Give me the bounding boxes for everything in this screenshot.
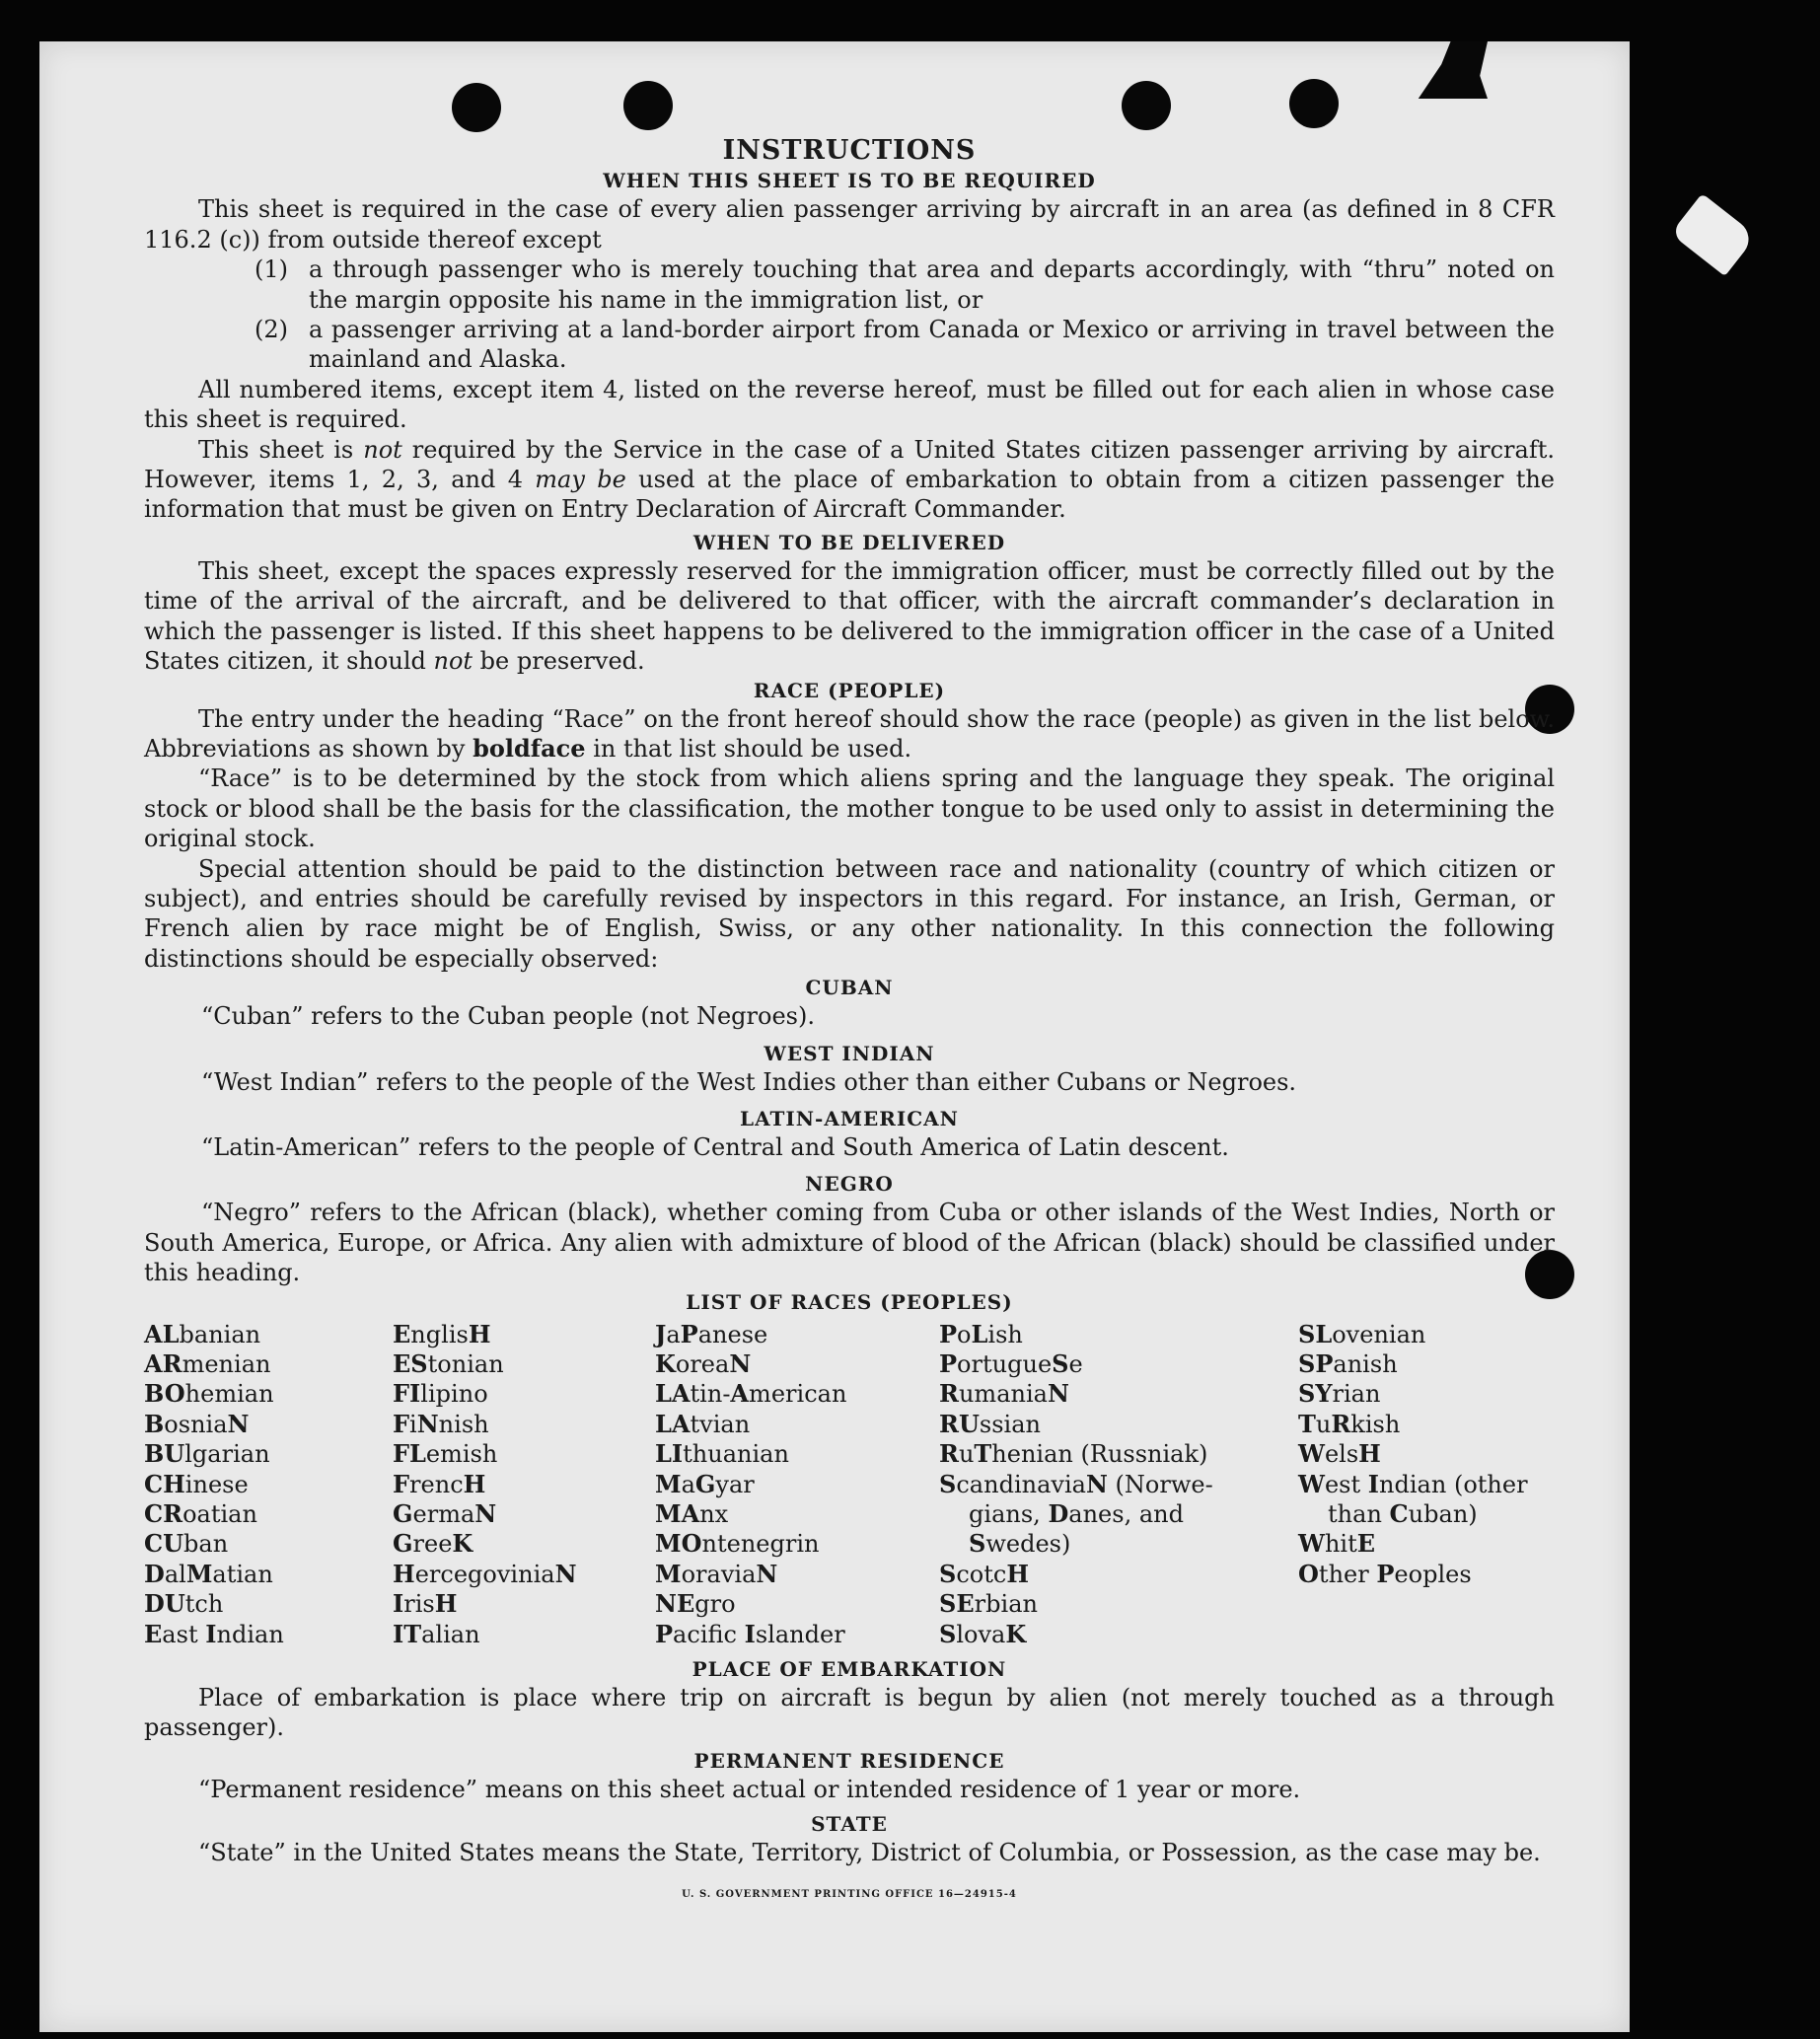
- race-entry: IrisH: [393, 1589, 458, 1619]
- paper-scrap: [1670, 193, 1756, 276]
- race-entry: SLovenian: [1298, 1319, 1426, 1348]
- race-entry: EStonian: [393, 1349, 504, 1378]
- heading-embarkation: PLACE OF EMBARKATION: [692, 1657, 1007, 1682]
- race-entry: RumaniaN: [939, 1379, 1069, 1409]
- race-entry: MaGyar: [655, 1469, 755, 1498]
- race-entry: GermaN: [393, 1499, 497, 1529]
- race-entry-continued: Swedes): [969, 1529, 1071, 1559]
- race-entry: BUlgarian: [144, 1439, 270, 1469]
- punch-hole-top-3: [1122, 81, 1171, 130]
- heading-state: STATE: [811, 1812, 888, 1837]
- heading-residence: PERMANENT RESIDENCE: [693, 1748, 1005, 1773]
- exception-item-2: [255, 315, 1555, 375]
- race-entry: ALbanian: [144, 1319, 261, 1348]
- race-entry: PoLish: [939, 1319, 1023, 1348]
- para-embarkation: Place of embarkation is place where trip on aircraft is begun by alien (not merely touched as a through passenger).: [144, 1684, 1555, 1742]
- para-negro: “Negro” refers to the African (black), whether coming from Cuba or other islands of the West Indies, North or South America, Europe, or Africa. Any alien with admixture of blood of the African (black) should be classified under this heading.: [144, 1199, 1555, 1287]
- race-entry: FrencH: [393, 1469, 486, 1498]
- exception-item-1: [255, 255, 1555, 315]
- punch-hole-top-1: [452, 83, 501, 132]
- punch-hole-top-4: [1289, 79, 1339, 128]
- race-entry: WhitE: [1298, 1529, 1376, 1559]
- race-entry: SYrian: [1298, 1379, 1381, 1409]
- heading-when-required: WHEN THIS SHEET IS TO BE REQUIRED: [603, 169, 1096, 193]
- race-entry: SPanish: [1298, 1349, 1398, 1378]
- race-entry: East Indian: [144, 1619, 284, 1648]
- race-entry: LAtvian: [655, 1409, 751, 1438]
- race-entry: DUtch: [144, 1589, 224, 1619]
- race-entry: West Indian (other: [1298, 1469, 1528, 1498]
- races-column-5: [1298, 1320, 1555, 1649]
- race-entry: MoraviaN: [655, 1559, 778, 1588]
- para-cuban: “Cuban” refers to the Cuban people (not Negroes).: [201, 1002, 815, 1031]
- race-entry-continued: than Cuban): [1328, 1499, 1478, 1529]
- para-race-3: Special attention should be paid to the distinction between race and nationality (country of which citizen or subject), and entries should be carefully revised by inspectors in this regard. For instance, an Irish, German, or French alien by race might be of English, Swiss, or any other nationality. In this connection the following distinctions should be especially observed:: [144, 854, 1555, 973]
- race-entry: SlovaK: [939, 1619, 1027, 1648]
- instructions-content: [144, 136, 1555, 1910]
- heading-west-indian: WEST INDIAN: [764, 1041, 935, 1065]
- race-entry: CHinese: [144, 1469, 249, 1498]
- race-entry: Pacifc Islander: [655, 1619, 845, 1648]
- race-entry: ScandinaviaN (Norwe-: [939, 1469, 1213, 1498]
- heading-list-of-races: LIST OF RACES (PEOPLES): [686, 1289, 1013, 1314]
- heading-negro: NEGRO: [805, 1172, 894, 1197]
- para-residence: “Permanent residence” means on this sheet actual or intended residence of 1 year or more.: [198, 1775, 1301, 1803]
- race-entry: BOhemian: [144, 1379, 274, 1409]
- race-entry: DalMatian: [144, 1559, 273, 1588]
- race-entry: FiNnish: [393, 1409, 489, 1438]
- para-west-indian: “West Indian” refers to the people of the West Indies other than either Cubans or Negroes.: [201, 1067, 1297, 1096]
- heading-cuban: CUBAN: [805, 976, 894, 1000]
- race-entry: BosniaN: [144, 1409, 250, 1438]
- exception-item-2-num: (2): [255, 316, 288, 344]
- para-race-2: “Race” is to be determined by the stock from which aliens spring and the language they speak. The original stock or blood shall be the basis for the classification, the mother tongue to be used only to assist in determining the original stock.: [144, 765, 1555, 853]
- races-column-2: [393, 1320, 655, 1649]
- race-entry: GreeK: [393, 1529, 473, 1559]
- race-entry: MOntenegrin: [655, 1529, 820, 1559]
- race-entry: NEgro: [655, 1589, 736, 1619]
- para-race-1: The entry under the heading “Race” on the front hereof should show the race (people) as given in the list below. Abbreviations as shown by boldface in that list should be used.: [144, 704, 1555, 763]
- race-entry: HercegoviniaN: [393, 1559, 577, 1588]
- para-when-required-intro: This sheet is required in the case of every alien passenger arriving by aircraft in an area (as defined in 8 CFR 116.2 (c)) from outside thereof except: [144, 195, 1555, 254]
- race-entry: CRoatian: [144, 1499, 257, 1529]
- race-entry: KoreaN: [655, 1349, 752, 1378]
- race-entry: WelsH: [1298, 1439, 1381, 1469]
- page-title: INSTRUCTIONS: [722, 135, 977, 166]
- race-entry: ScotcH: [939, 1559, 1030, 1588]
- race-entry: FIlipino: [393, 1379, 488, 1409]
- race-entry: LAtin-American: [655, 1379, 847, 1409]
- exception-item-1-num: (1): [255, 255, 288, 284]
- heading-when-delivered: WHEN TO BE DELIVERED: [692, 530, 1006, 554]
- races-column-4: [939, 1320, 1298, 1649]
- race-entry: FLemish: [393, 1439, 498, 1469]
- races-column-3: [655, 1320, 939, 1649]
- race-entry: PortugueSe: [939, 1349, 1083, 1378]
- race-entry: ARmenian: [144, 1349, 271, 1378]
- race-entry: MAnx: [655, 1499, 729, 1529]
- para-citizen: This sheet is not required by the Service in the case of a United States citizen passenger arriving by aircraft. However, items 1, 2, 3, and 4 may be used at the place of embarkation to obtain from a citizen passenger the information that must be given on Entry Declaration of Aircraft Commander.: [144, 435, 1555, 524]
- race-entry: LIthuanian: [655, 1439, 789, 1469]
- heading-latin-american: LATIN-AMERICAN: [740, 1106, 959, 1130]
- exception-item-1-text: a through passenger who is merely touching that area and departs accordingly, with “thru” noted on the margin opposite his name in the immigration list, or: [309, 255, 1555, 314]
- race-entry-continued: gians, Danes, and: [969, 1499, 1185, 1529]
- heading-race: RACE (PEOPLE): [753, 678, 946, 702]
- race-entry: RuThenian (Russniak): [939, 1439, 1208, 1469]
- race-entry: TuRkish: [1298, 1409, 1401, 1438]
- race-entry: EnglisH: [393, 1319, 491, 1348]
- printing-office-footer: U. S. GOVERNMENT PRINTING OFFICE 16—24915-4: [682, 1888, 1017, 1900]
- exception-item-2-text: a passenger arriving at a land-border airport from Canada or Mexico or arriving in travel between the mainland and Alaska.: [309, 316, 1555, 374]
- para-when-delivered: This sheet, except the spaces expressly reserved for the immigration officer, must be correctly filled out by the time of the arrival of the aircraft, and be delivered to that officer, with the aircraft commander’s declaration in which the passenger is listed. If this sheet happens to be delivered to the immigration officer in the case of a United States citizen, it should not be preserved.: [144, 556, 1555, 676]
- race-entry: RUssian: [939, 1409, 1042, 1438]
- race-entry: SErbian: [939, 1589, 1038, 1619]
- race-entry: Other Peoples: [1298, 1559, 1472, 1588]
- race-entry: CUban: [144, 1529, 229, 1559]
- races-column-1: [144, 1320, 393, 1649]
- race-entry: JaPanese: [655, 1319, 768, 1348]
- para-state: “State” in the United States means the State, Territory, District of Columbia, or Possession, as the case may be.: [198, 1839, 1541, 1867]
- para-latin-american: “Latin-American” refers to the people of Central and South America of Latin descent.: [201, 1132, 1229, 1161]
- race-entry: ITalian: [393, 1619, 480, 1648]
- races-list: [144, 1320, 1555, 1649]
- punch-hole-top-2: [623, 81, 673, 130]
- para-numbered-items: All numbered items, except item 4, listed on the reverse hereof, must be filled out for each alien in whose case this sheet is required.: [144, 375, 1555, 434]
